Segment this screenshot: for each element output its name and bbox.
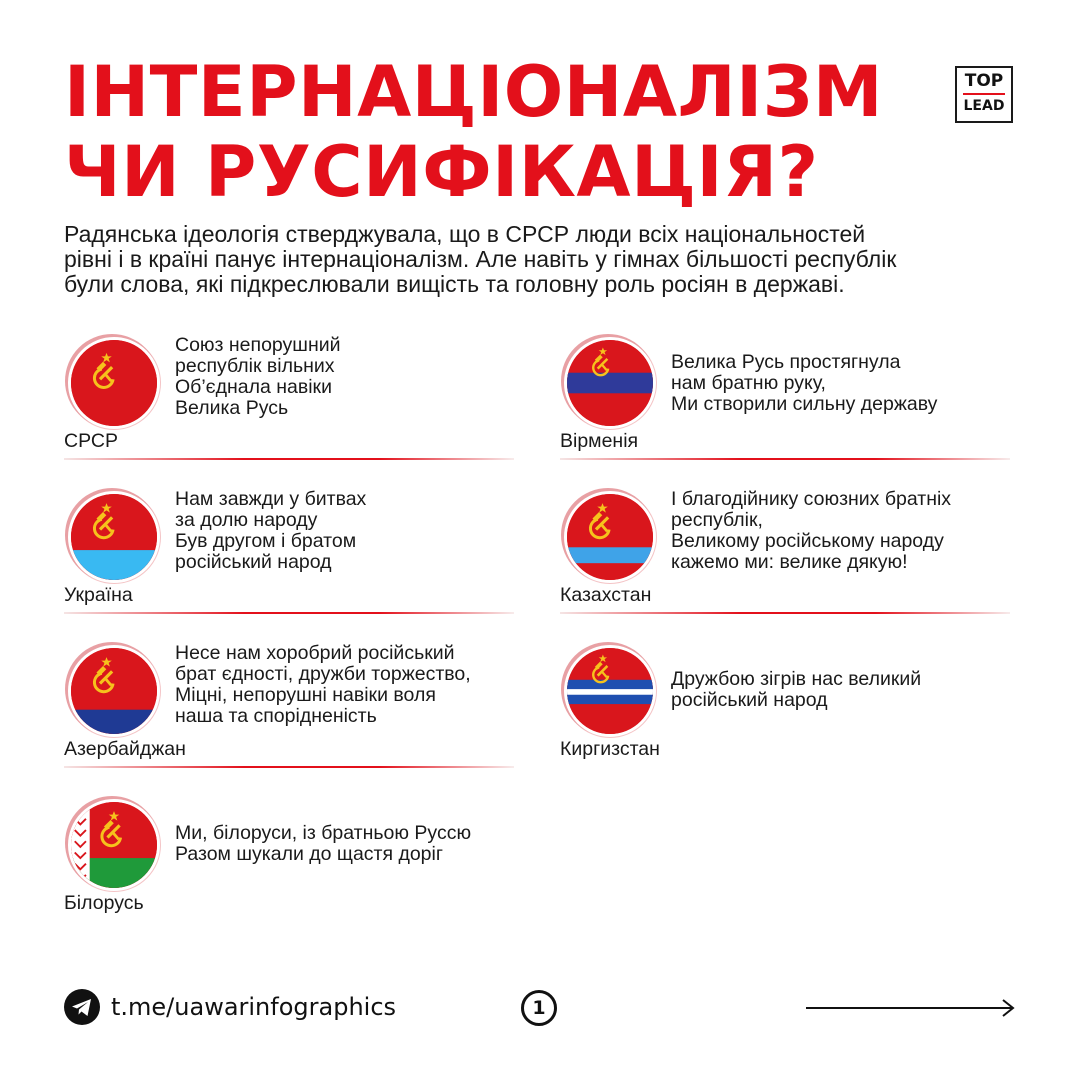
lyric-line: російський народ (175, 551, 332, 573)
lyric-line: Нам завжди у битвах (175, 488, 367, 510)
lyric-line: І благодійнику союзних братніх (671, 488, 952, 510)
anthem-lyrics (671, 669, 1031, 711)
entry-armenia (560, 330, 1020, 470)
lyric-line: Велика Русь (175, 397, 289, 419)
page-number-badge: 1 (521, 990, 557, 1026)
anthem-lyrics (175, 823, 535, 865)
divider (560, 612, 1010, 614)
anthem-lyrics (175, 489, 535, 573)
armenia-flag-icon (564, 337, 656, 429)
divider (64, 458, 514, 460)
anthem-lyrics (175, 643, 535, 727)
lyric-line: кажемо ми: велике дякую! (671, 551, 908, 573)
anthem-lyrics (671, 489, 1031, 573)
kyrgyzstan-ssr-flag-icon (564, 645, 656, 737)
intro-line-1: Радянська ідеологія стверджувала, що в СРСР люди всіх національностей (64, 221, 866, 247)
country-name: СРСР (64, 430, 118, 452)
logo-bottom-text: LEAD (963, 98, 1005, 114)
lyric-line: Велика Русь простягнула (671, 351, 901, 373)
lyric-line: російський народ (671, 689, 828, 711)
lyric-line: Союз непорушний (175, 334, 341, 356)
belarus-ssr-flag-icon (68, 799, 160, 891)
divider (560, 458, 1010, 460)
lyric-line: республік вільних (175, 355, 335, 377)
telegram-icon (64, 989, 100, 1025)
anthem-lyrics (175, 335, 535, 419)
azerbaijan-ssr-flag-icon (68, 645, 160, 737)
lyric-line: Ми створили сильну державу (671, 393, 938, 415)
logo-divider (963, 93, 1005, 95)
entry-ukraine (64, 484, 524, 624)
lyric-line: Дружбою зігрів нас великий (671, 668, 922, 690)
lyric-line: Разом шукали до щастя доріг (175, 843, 443, 865)
country-name: Україна (64, 584, 133, 606)
lyric-line: Ми, білоруси, із братньою Руссю (175, 822, 472, 844)
lyric-line: наша та спорідненість (175, 705, 377, 727)
lyric-line: брат єдності, дружби торжество, (175, 663, 471, 685)
intro-line-3: були слова, які підкреслювали вищість та головну роль росіян в державі. (64, 271, 845, 297)
lyric-line: за долю народу (175, 509, 318, 531)
title-line-1: ІНТЕРНАЦІОНАЛІЗМ (64, 51, 884, 133)
country-name: Азербайджан (64, 738, 186, 760)
entry-kazakhstan (560, 484, 1020, 624)
entry-belarus (64, 792, 524, 932)
telegram-link[interactable]: t.me/uawarinfographics (111, 993, 397, 1021)
entry-kyrgyzstan (560, 638, 1020, 778)
anthem-lyrics (671, 352, 1031, 415)
country-name: Казахстан (560, 584, 652, 606)
title-line-2: ЧИ РУСИФІКАЦІЯ? (64, 131, 819, 213)
intro-paragraph (64, 222, 1024, 297)
kazakhstan-ssr-flag-icon (564, 491, 656, 583)
ukraine-ssr-flag-icon (68, 491, 160, 583)
country-name: Вірменія (560, 430, 639, 452)
lyric-line: Несе нам хоробрий російський (175, 642, 455, 664)
ussr-flag-icon (68, 337, 160, 429)
lyric-line: республік, (671, 509, 763, 531)
lyric-line: Міцні, непорушні навіки воля (175, 684, 436, 706)
divider (64, 612, 514, 614)
logo-top-text: TOP (964, 71, 1004, 91)
page-title (64, 52, 883, 212)
arrow-right-icon[interactable] (806, 998, 1018, 1018)
entry-ussr (64, 330, 524, 470)
lyric-line: Був другом і братом (175, 530, 357, 552)
intro-line-2: рівні і в країні панує інтернаціоналізм. Але навіть у гімнах більшості республік (64, 246, 897, 272)
country-name: Киргизстан (560, 738, 660, 760)
country-name: Білорусь (64, 892, 144, 914)
lyric-line: Великому російському народу (671, 530, 944, 552)
top-lead-logo (955, 66, 1013, 123)
entry-azerbaijan (64, 638, 524, 778)
lyric-line: нам братню руку, (671, 372, 826, 394)
lyric-line: Об’єднала навіки (175, 376, 332, 398)
divider (64, 766, 514, 768)
